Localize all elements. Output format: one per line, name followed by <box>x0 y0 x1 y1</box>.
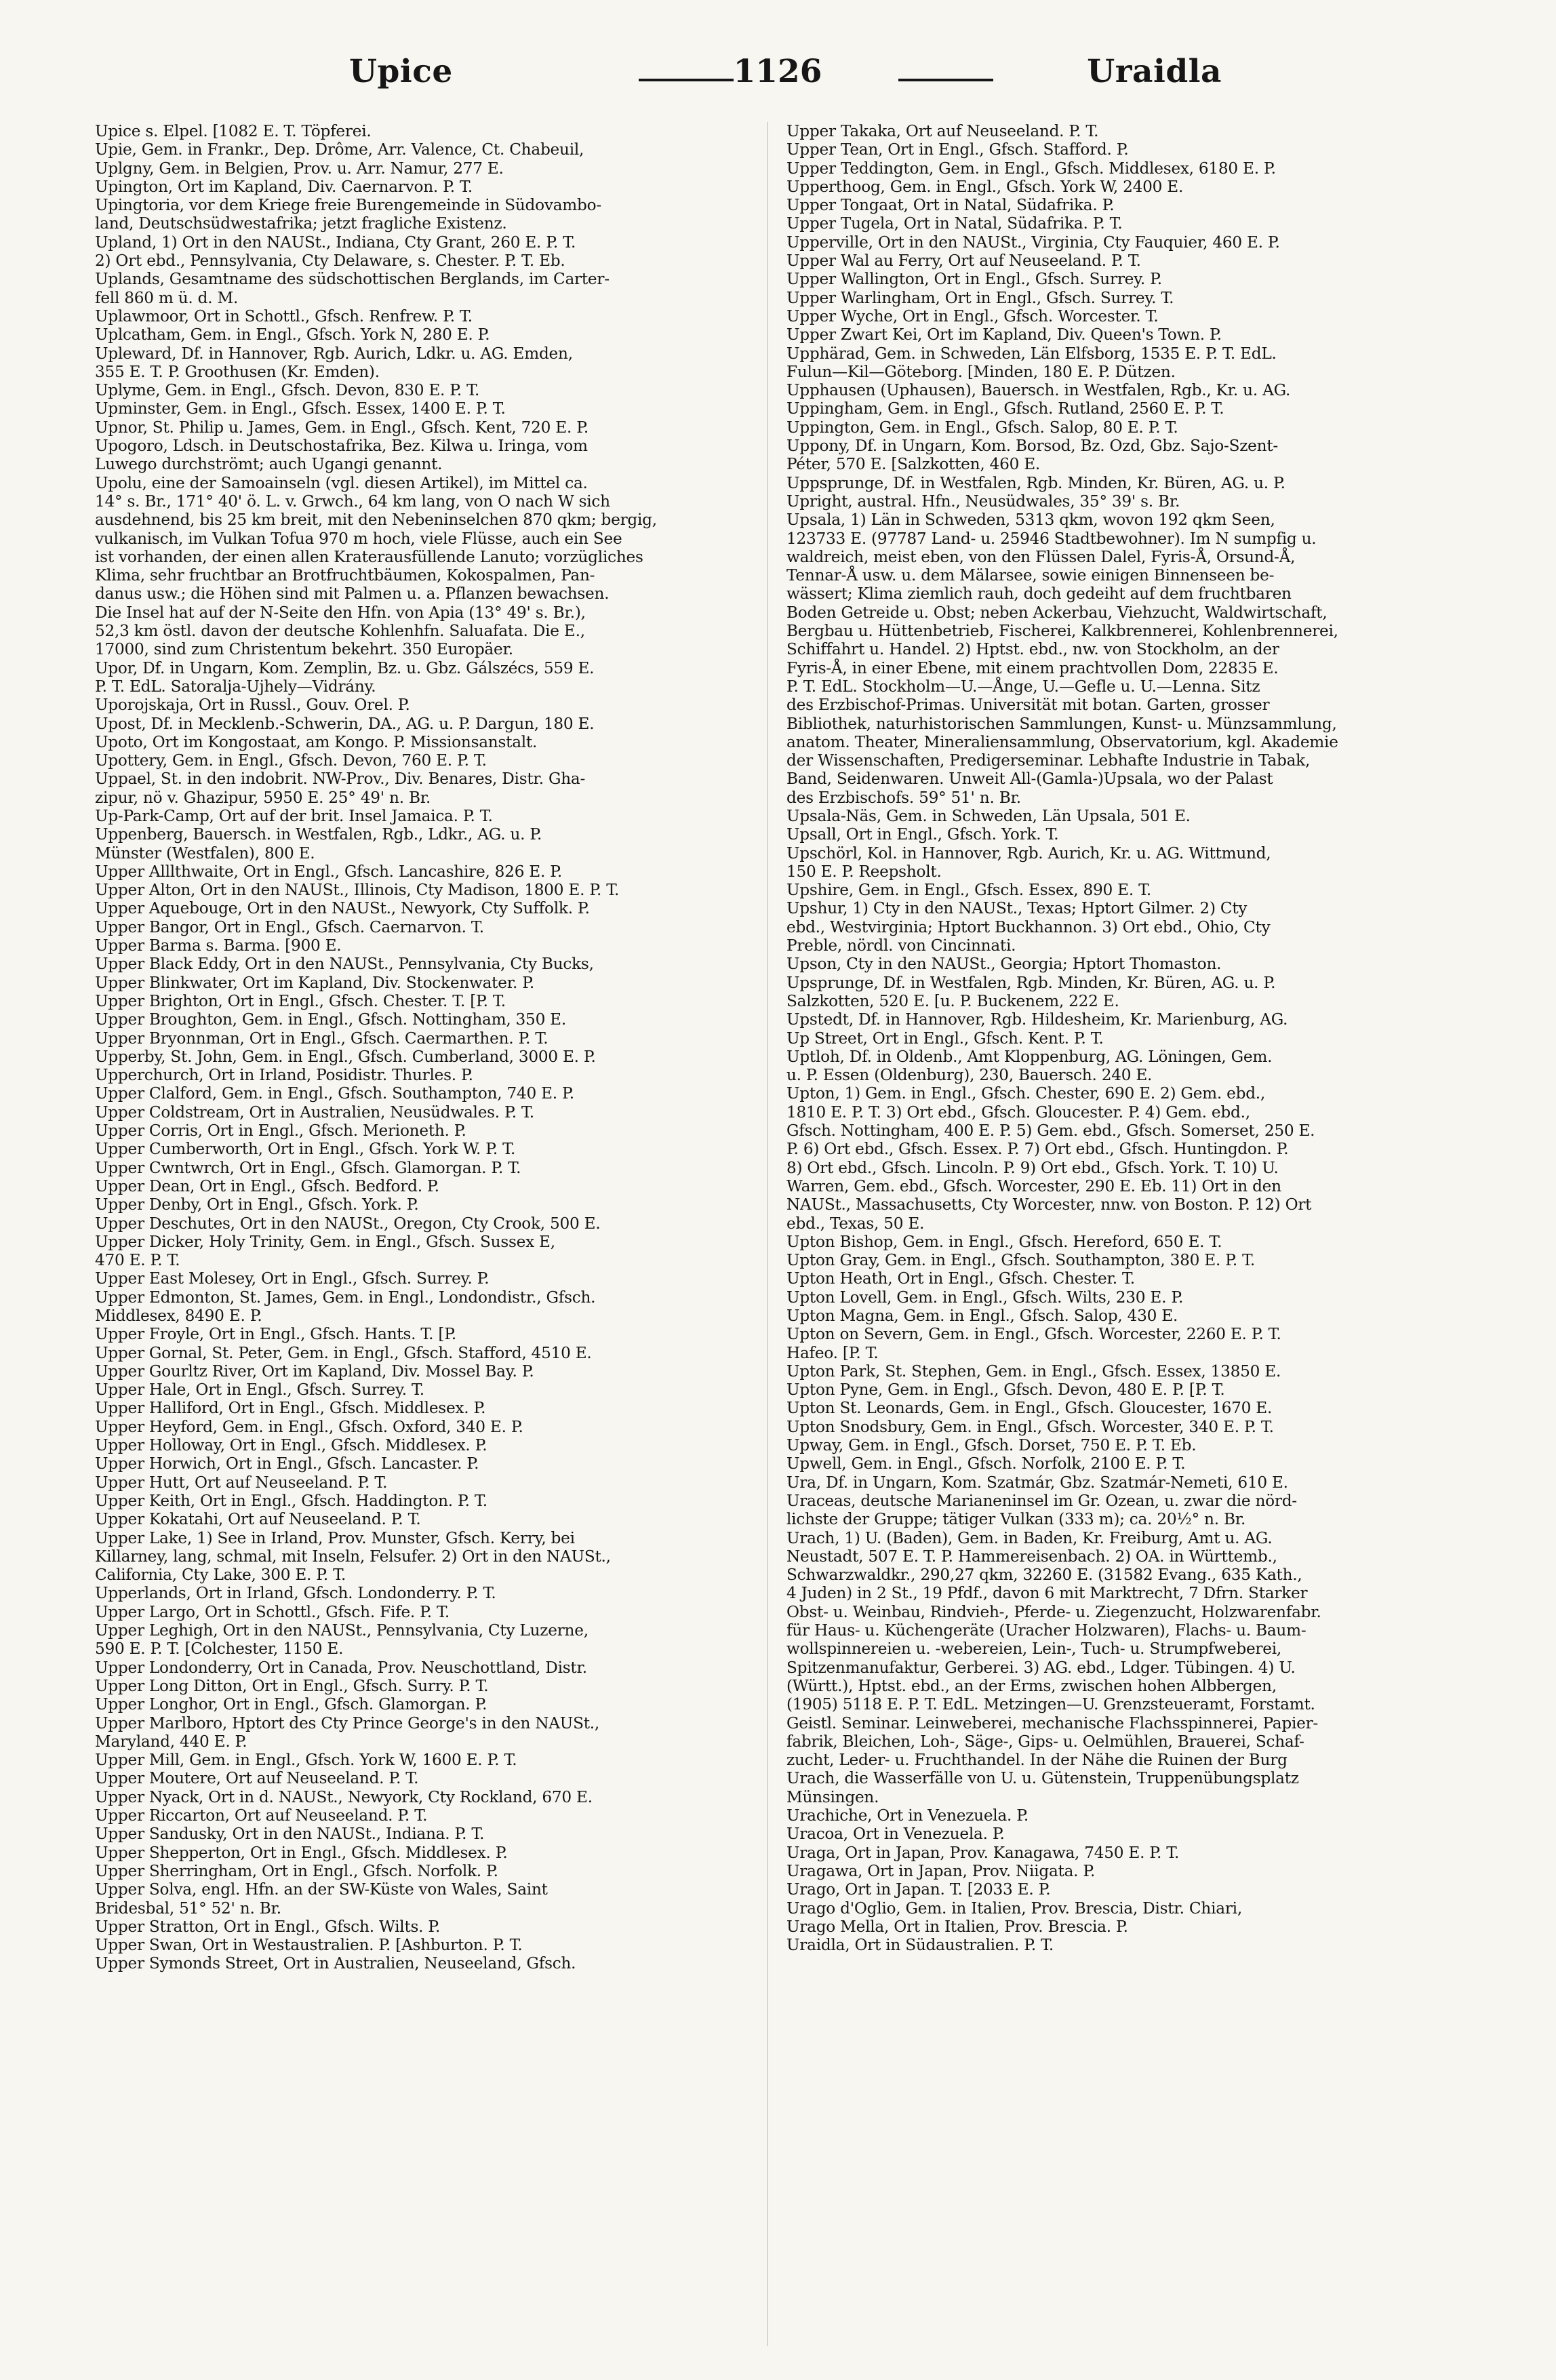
dictionary-entry-line: Upper Holloway, Ort in Engl., Gfsch. Middlesex. P. <box>95 1436 487 1455</box>
dictionary-entry-line: Upper Edmonton, St. James, Gem. in Engl., Londondistr., Gfsch. <box>95 1288 596 1307</box>
dictionary-entry-line: Upsall, Ort in Engl., Gfsch. York. T. <box>786 825 1059 844</box>
entry-continuation-line: 8) Ort ebd., Gfsch. Lincoln. P. 9) Ort ebd., Gfsch. York. T. 10) U. <box>786 1158 1279 1177</box>
dictionary-entry-line: Upper Longhor, Ort in Engl., Gfsch. Glamorgan. P. <box>95 1695 487 1714</box>
dictionary-entry-line: Upper Solva, engl. Hfn. an der SW-Küste von Wales, Saint <box>95 1880 548 1899</box>
dictionary-entry-line: Ura, Df. in Ungarn, Kom. Szatmár, Gbz. Szatmár-Nemeti, 610 E. <box>786 1473 1288 1492</box>
dictionary-entry-line: Uracoa, Ort in Venezuela. P. <box>786 1825 1005 1844</box>
dictionary-entry-line: Upper Shepperton, Ort in Engl., Gfsch. Middlesex. P. <box>95 1843 508 1862</box>
entry-continuation-line: Bridesbal, 51° 52' n. Br. <box>95 1899 281 1918</box>
entry-continuation-line: (1905) 5118 E. P. T. EdL. Metzingen—U. Grenzsteueramt, Forstamt. <box>786 1695 1315 1714</box>
dictionary-entry-line: Upright, austral. Hfn., Neusüdwales, 35° 39' s. Br. <box>786 492 1180 511</box>
entry-continuation-line: Salzkotten, 520 E. [u. P. Buckenem, 222 E. <box>786 991 1119 1010</box>
dictionary-entry-line: Upper Riccarton, Ort auf Neuseeland. P. T. <box>95 1806 428 1825</box>
dictionary-entry-line: Upwell, Gem. in Engl., Gfsch. Norfolk, 2100 E. P. T. <box>786 1454 1186 1473</box>
dictionary-entry-line: Uptloh, Df. in Oldenb., Amt Kloppenburg, AG. Löningen, Gem. <box>786 1047 1273 1066</box>
entry-continuation-line: Fyris-Å, in einer Ebene, mit einem prachtvollen Dom, 22835 E. <box>786 658 1279 677</box>
dictionary-entry-line: Uppony, Df. in Ungarn, Kom. Borsod, Bz. Ozd, Gbz. Sajo-Szent- <box>786 437 1278 456</box>
page-header <box>81 53 1475 107</box>
entry-continuation-line: Tennar-Å usw. u. dem Mälarsee, sowie einigen Binnenseen be- <box>786 566 1275 585</box>
dictionary-entry-line: Upor, Df. in Ungarn, Kom. Zemplin, Bz. u. Gbz. Gálszécs, 559 E. <box>95 658 595 677</box>
dictionary-entry-line: Urachiche, Ort in Venezuela. P. <box>786 1806 1029 1825</box>
dictionary-entry-line: Upper Keith, Ort in Engl., Gfsch. Haddington. P. T. <box>95 1491 487 1510</box>
dictionary-entry-line: Upper Horwich, Ort in Engl., Gfsch. Lancaster. P. <box>95 1454 479 1473</box>
dictionary-entry-line: Upper Tugela, Ort in Natal, Südafrika. P. T. <box>786 214 1123 233</box>
dictionary-entry-line: Upton Gray, Gem. in Engl., Gfsch. Southampton, 380 E. P. T. <box>786 1251 1256 1270</box>
dictionary-entry-line: Upton Magna, Gem. in Engl., Gfsch. Salop, 430 E. <box>786 1307 1178 1325</box>
entry-continuation-line: ebd., Texas, 50 E. <box>786 1214 925 1233</box>
dictionary-entry-line: Upington, Ort im Kapland, Div. Caernarvon. P. T. <box>95 177 473 196</box>
entry-continuation-line: land, Deutschsüdwestafrika; jetzt fragliche Existenz. <box>95 214 507 233</box>
right-headword: Uraidla <box>1087 53 1222 90</box>
dictionary-entry-line: Upper Tean, Ort in Engl., Gfsch. Stafford. P. <box>786 140 1129 159</box>
dictionary-entry-line: Upsala, 1) Län in Schweden, 5313 qkm, wovon 192 qkm Seen, <box>786 511 1275 530</box>
dictionary-entry-line: Upper Long Ditton, Ort in Engl., Gfsch. Surry. P. T. <box>95 1676 489 1695</box>
entry-continuation-line: Preble, nördl. von Cincinnati. <box>786 936 1016 955</box>
dictionary-entry-line: Upper Denby, Ort in Engl., Gfsch. York. P. <box>95 1195 419 1214</box>
dictionary-entry-line: Upper Gornal, St. Peter, Gem. in Engl., Gfsch. Stafford, 4510 E. <box>95 1343 592 1362</box>
dictionary-entry-line: Upper Coldstream, Ort in Australien, Neusüdwales. P. T. <box>95 1103 534 1122</box>
entry-continuation-line: 123733 E. (97787 Land- u. 25946 Stadtbewohner). Im N sumpfig u. <box>786 529 1317 548</box>
entry-continuation-line: Bibliothek, naturhistorischen Sammlungen, Kunst- u. Münzsammlung, <box>786 714 1337 733</box>
dictionary-entry-line: Upper Aquebouge, Ort in den NAUSt., Newyork, Cty Suffolk. P. <box>95 899 590 918</box>
entry-continuation-line: Band, Seidenwaren. Unweit All-(Gamla-)Upsala, wo der Palast <box>786 770 1273 789</box>
entry-continuation-line: Bergbau u. Hüttenbetrieb, Fischerei, Kalkbrennerei, Kohlenbrennerei, <box>786 622 1338 641</box>
dictionary-entry-line: Uppington, Gem. in Engl., Gfsch. Salop, 80 E. P. T. <box>786 418 1178 437</box>
entry-continuation-line: vulkanisch, im Vulkan Tofua 970 m hoch, viele Flüsse, auch ein See <box>95 529 622 548</box>
dictionary-entry-line: Upper Swan, Ort in Westaustralien. P. [Ashburton. P. T. <box>95 1936 523 1955</box>
dictionary-entry-line: Upperville, Ort in den NAUSt., Virginia, Cty Fauquier, 460 E. P. <box>786 233 1280 252</box>
dictionary-entry-line: Upper Halliford, Ort in Engl., Gfsch. Middlesex. P. <box>95 1399 486 1418</box>
dictionary-entry-line: Upnor, St. Philip u. James, Gem. in Engl., Gfsch. Kent, 720 E. P. <box>95 418 589 437</box>
entry-continuation-line: zucht, Leder- u. Fruchthandel. In der Nähe die Ruinen der Burg <box>786 1751 1288 1770</box>
entry-continuation-line: Warren, Gem. ebd., Gfsch. Worcester, 290 E. Eb. 11) Ort in den <box>786 1176 1281 1195</box>
dictionary-entry-line: Upper East Molesey, Ort in Engl., Gfsch. Surrey. P. <box>95 1269 490 1288</box>
dictionary-entry-line: Upper Tongaat, Ort in Natal, Südafrika. P. <box>786 196 1115 215</box>
entry-continuation-line: danus usw.; die Höhen sind mit Palmen u. a. Pflanzen bewachsen. <box>95 584 610 603</box>
dictionary-entry-line: Uppingham, Gem. in Engl., Gfsch. Rutland, 2560 E. P. T. <box>786 399 1224 418</box>
dictionary-entry-line: Upper Zwart Kei, Ort im Kapland, Div. Queen's Town. P. <box>786 325 1222 344</box>
dictionary-entry-line: Upton Bishop, Gem. in Engl., Gfsch. Hereford, 650 E. T. <box>786 1232 1222 1251</box>
entry-continuation-line: wollspinnereien u. -webereien, Lein-, Tuch- u. Strumpfweberei, <box>786 1640 1282 1659</box>
dictionary-entry-line: Upper Nyack, Ort in d. NAUSt., Newyork, Cty Rockland, 670 E. <box>95 1787 593 1806</box>
entry-continuation-line: Münsingen. <box>786 1787 879 1806</box>
dictionary-entry-line: Upson, Cty in den NAUSt., Georgia; Hptort Thomaston. <box>786 955 1222 974</box>
entry-continuation-line: 355 E. T. P. Groothusen (Kr. Emden). <box>95 362 380 381</box>
dictionary-entry-line: Upper Cwntwrch, Ort in Engl., Gfsch. Glamorgan. P. T. <box>95 1158 521 1177</box>
entry-continuation-line: der Wissenschaften, Predigerseminar. Lebhafte Industrie in Tabak, <box>786 751 1311 770</box>
dictionary-entry-line: Upper Cumberworth, Ort in Engl., Gfsch. York W. P. T. <box>95 1140 516 1159</box>
entry-continuation-line: 470 E. P. T. <box>95 1251 180 1270</box>
dictionary-entry-line: Uplawmoor, Ort in Schottl., Gfsch. Renfrew. P. T. <box>95 306 473 325</box>
entry-continuation-line: Obst- u. Weinbau, Rindvieh-, Pferde- u. Ziegenzucht, Holzwarenfabr. <box>786 1602 1321 1621</box>
dictionary-entry-line: Uppenberg, Bauersch. in Westfalen, Rgb., Ldkr., AG. u. P. <box>95 825 542 844</box>
dictionary-entry-line: Upie, Gem. in Frankr., Dep. Drôme, Arr. Valence, Ct. Chabeuil, <box>95 140 584 159</box>
entry-continuation-line: NAUSt., Massachusetts, Cty Worcester, nnw. von Boston. P. 12) Ort <box>786 1195 1312 1214</box>
dictionary-entry-line: Up Street, Ort in Engl., Gfsch. Kent. P. T. <box>786 1029 1104 1048</box>
entry-continuation-line: des Erzbischof-Primas. Universität mit botan. Garten, grosser <box>786 696 1270 715</box>
dictionary-entry-line: Uplands, Gesamtname des südschottischen Berglands, im Carter- <box>95 270 610 289</box>
dictionary-entry-line: Upper Leghigh, Ort in den NAUSt., Pennsylvania, Cty Luzerne, <box>95 1621 589 1640</box>
dictionary-entry-line: Upper Clalford, Gem. in Engl., Gfsch. Southampton, 740 E. P. <box>95 1084 574 1103</box>
dictionary-entry-line: Upoto, Ort im Kongostaat, am Kongo. P. Missionsanstalt. <box>95 732 538 751</box>
entry-continuation-line: waldreich, meist eben, von den Flüssen Dalel, Fyris-Å, Orsund-Å, <box>786 547 1296 566</box>
entry-continuation-line: Schiffahrt u. Handel. 2) Hptst. ebd., nw. von Stockholm, an der <box>786 640 1279 659</box>
entry-continuation-line: Die Insel hat auf der N-Seite den Hfn. von Apia (13° 49' s. Br.), <box>95 603 586 622</box>
dictionary-entry-line: Upperchurch, Ort in Irland, Posidistr. Thurles. P. <box>95 1066 473 1085</box>
dictionary-entry-line: Upper Deschutes, Ort in den NAUSt., Oregon, Cty Crook, 500 E. <box>95 1214 601 1233</box>
column-rule <box>767 122 768 2346</box>
entry-continuation-line: ebd., Westvirginia; Hptort Buckhannon. 3) Ort ebd., Ohio, Cty <box>786 917 1271 936</box>
dictionary-entry-line: Upper Kokatahi, Ort auf Neuseeland. P. T. <box>95 1510 421 1529</box>
dictionary-entry-line: Upottery, Gem. in Engl., Gfsch. Devon, 760 E. P. T. <box>95 751 487 770</box>
dictionary-entry-line: Uragawa, Ort in Japan, Prov. Niigata. P. <box>786 1861 1096 1880</box>
dictionary-entry-line: Upperby, St. John, Gem. in Engl., Gfsch. Cumberland, 3000 E. P. <box>95 1047 596 1066</box>
entry-continuation-line: Urach, die Wasserfälle von U. u. Gütenstein, Truppenübungsplatz <box>786 1769 1299 1788</box>
dictionary-entry-line: Upstedt, Df. in Hannover, Rgb. Hildesheim, Kr. Marienburg, AG. <box>786 1010 1288 1029</box>
dictionary-entry-line: Upphärad, Gem. in Schweden, Län Elfsborg, 1535 E. P. T. EdL. <box>786 344 1277 363</box>
dictionary-entry-line: Upper Hutt, Ort auf Neuseeland. P. T. <box>95 1473 388 1492</box>
dictionary-entry-line: Upshur, 1) Cty in den NAUSt., Texas; Hptort Gilmer. 2) Cty <box>786 899 1248 918</box>
dictionary-entry-line: Upton Snodsbury, Gem. in Engl., Gfsch. Worcester, 340 E. P. T. <box>786 1417 1274 1436</box>
entry-continuation-line: Neustadt, 507 E. T. P. Hammereisenbach. 2) OA. in Württemb., <box>786 1547 1277 1566</box>
dictionary-entry-line: Upper Black Eddy, Ort in den NAUSt., Pennsylvania, Cty Bucks, <box>95 955 594 974</box>
dictionary-entry-line: Urago, Ort in Japan. T. [2033 E. P. <box>786 1880 1051 1899</box>
dictionary-entry-line: Upper Marlboro, Hptort des Cty Prince George's in den NAUSt., <box>95 1713 600 1732</box>
entry-continuation-line: 590 E. P. T. [Colchester, 1150 E. <box>95 1640 344 1659</box>
entry-continuation-line: Péter, 570 E. [Salzkotten, 460 E. <box>786 455 1041 474</box>
entry-continuation-line: 14° s. Br., 171° 40' ö. L. v. Grwch., 64 km lang, von O nach W sich <box>95 492 610 511</box>
dictionary-entry-line: Upper Takaka, Ort auf Neuseeland. P. T. <box>786 122 1099 140</box>
entry-continuation-line: Maryland, 440 E. P. <box>95 1732 247 1751</box>
dictionary-entry-line: Upper Gourltz River, Ort im Kapland, Div. Mossel Bay. P. <box>95 1362 534 1381</box>
dictionary-entry-line: Up-Park-Camp, Ort auf der brit. Insel Jamaica. P. T. <box>95 806 493 825</box>
dictionary-entry-line: Upper Warlingham, Ort in Engl., Gfsch. Surrey. T. <box>786 288 1174 307</box>
dictionary-entry-line: Upway, Gem. in Engl., Gfsch. Dorset, 750 E. P. T. Eb. <box>786 1436 1197 1455</box>
dictionary-entry-line: Upton St. Leonards, Gem. in Engl., Gfsch. Gloucester, 1670 E. <box>786 1399 1273 1418</box>
entry-continuation-line: Boden Getreide u. Obst; neben Ackerbau, Viehzucht, Waldwirtschaft, <box>786 603 1328 622</box>
entry-continuation-line: Middlesex, 8490 E. P. <box>95 1307 262 1325</box>
entry-continuation-line: 4 Juden) in 2 St., 19 Pfdf., davon 6 mit Marktrecht, 7 Dfrn. Starker <box>786 1584 1308 1603</box>
entry-continuation-line: 52,3 km östl. davon der deutsche Kohlenhfn. Saluafata. Die E., <box>95 622 585 641</box>
dictionary-entry-line: Upper Dicker, Holy Trinity, Gem. in Engl., Gfsch. Sussex E, <box>95 1232 555 1251</box>
entry-continuation-line: wässert; Klima ziemlich rauh, doch gedeiht auf dem fruchtbaren <box>786 584 1292 603</box>
dictionary-entry-line: Uraidla, Ort in Südaustralien. P. T. <box>786 1936 1054 1955</box>
entry-continuation-line: ausdehnend, bis 25 km breit, mit den Nebeninselchen 870 qkm; bergig, <box>95 511 657 530</box>
entry-continuation-line: Klima, sehr fruchtbar an Brotfruchtbäumen, Kokospalmen, Pan- <box>95 566 595 585</box>
dictionary-entry-line: Upper Teddington, Gem. in Engl., Gfsch. Middlesex, 6180 E. P. <box>786 159 1276 178</box>
header-dash-right <box>898 79 993 81</box>
dictionary-entry-line: Upper Wal au Ferry, Ort auf Neuseeland. P. T. <box>786 252 1141 271</box>
entry-continuation-line: des Erzbischofs. 59° 51' n. Br. <box>786 788 1021 807</box>
entry-continuation-line: 1810 E. P. T. 3) Ort ebd., Gfsch. Gloucester. P. 4) Gem. ebd., <box>786 1103 1250 1122</box>
dictionary-entry-line: Upton, 1) Gem. in Engl., Gfsch. Chester, 690 E. 2) Gem. ebd., <box>786 1084 1266 1103</box>
dictionary-entry-line: Upolu, eine der Samoainseln (vgl. diesen Artikel), im Mittel ca. <box>95 473 588 492</box>
dictionary-entry-line: Upsala-Näs, Gem. in Schweden, Län Upsala, 501 E. <box>786 806 1191 825</box>
dictionary-entry-line: Uraga, Ort in Japan, Prov. Kanagawa, 7450 E. P. T. <box>786 1843 1180 1862</box>
entry-continuation-line: Killarney, lang, schmal, mit Inseln, Felsufer. 2) Ort in den NAUSt., <box>95 1547 611 1566</box>
entry-continuation-line: P. 6) Ort ebd., Gfsch. Essex. P. 7) Ort ebd., Gfsch. Huntingdon. P. <box>786 1140 1289 1159</box>
left-column <box>95 122 753 2346</box>
dictionary-entry-line: Upper Stratton, Ort in Engl., Gfsch. Wilts. P. <box>95 1917 441 1936</box>
page-number: 1126 <box>733 53 822 90</box>
entry-continuation-line: Hafeo. [P. T. <box>786 1343 879 1362</box>
dictionary-entry-line: Upton Pyne, Gem. in Engl., Gfsch. Devon, 480 E. P. [P. T. <box>786 1381 1225 1400</box>
dictionary-entry-line: Upleward, Df. in Hannover, Rgb. Aurich, Ldkr. u. AG. Emden, <box>95 344 573 363</box>
entry-continuation-line: 17000, sind zum Christentum bekehrt. 350 Europäer. <box>95 640 513 659</box>
entry-continuation-line: u. P. Essen (Oldenburg), 230, Bauersch. 240 E. <box>786 1066 1153 1085</box>
entry-continuation-line: Schwarzwaldkr., 290,27 qkm, 32260 E. (31582 Evang., 635 Kath., <box>786 1566 1302 1585</box>
entry-continuation-line: Gfsch. Nottingham, 400 E. P. 5) Gem. ebd., Gfsch. Somerset, 250 E. <box>786 1122 1315 1141</box>
dictionary-entry-line: Upper Corris, Ort in Engl., Gfsch. Merioneth. P. <box>95 1122 466 1141</box>
dictionary-entry-line: Upper Lake, 1) See in Irland, Prov. Munster, Gfsch. Kerry, bei <box>95 1528 575 1547</box>
dictionary-entry-line: Urach, 1) U. (Baden), Gem. in Baden, Kr. Freiburg, Amt u. AG. <box>786 1528 1273 1547</box>
dictionary-entry-line: Uppael, St. in den indobrit. NW-Prov., Div. Benares, Distr. Gha- <box>95 770 586 789</box>
dictionary-entry-line: Upper Alton, Ort in den NAUSt., Illinois, Cty Madison, 1800 E. P. T. <box>95 881 620 900</box>
entry-continuation-line: ist vorhanden, der einen allen Kraterausfüllende Lanuto; vorzügliches <box>95 547 643 566</box>
entry-continuation-line: anatom. Theater, Mineraliensammlung, Observatorium, kgl. Akademie <box>786 732 1338 751</box>
entry-continuation-line: California, Cty Lake, 300 E. P. T. <box>95 1566 346 1585</box>
entry-continuation-line: Luwego durchströmt; auch Ugangi genannt. <box>95 455 443 474</box>
dictionary-entry-line: Upper Largo, Ort in Schottl., Gfsch. Fife. P. T. <box>95 1602 450 1621</box>
dictionary-entry-line: Upland, 1) Ort in den NAUSt., Indiana, Cty Grant, 260 E. P. T. <box>95 233 576 252</box>
dictionary-entry-line: Upper Heyford, Gem. in Engl., Gfsch. Oxford, 340 E. P. <box>95 1417 523 1436</box>
dictionary-entry-line: Upper Sandusky, Ort in den NAUSt., Indiana. P. T. <box>95 1825 485 1844</box>
entry-continuation-line: (Württ.), Hptst. ebd., an der Erms, zwischen hohen Albbergen, <box>786 1676 1277 1695</box>
dictionary-entry-line: Upper Moutere, Ort auf Neuseeland. P. T. <box>95 1769 419 1788</box>
dictionary-entry-line: Upper Bangor, Ort in Engl., Gfsch. Caernarvon. T. <box>95 917 484 936</box>
dictionary-entry-line: Upper Broughton, Gem. in Engl., Gfsch. Nottingham, 350 E. <box>95 1010 566 1029</box>
dictionary-entry-line: Upschörl, Kol. in Hannover, Rgb. Aurich, Kr. u. AG. Wittmund, <box>786 844 1271 862</box>
dictionary-entry-line: Upper Mill, Gem. in Engl., Gfsch. York W, 1600 E. P. T. <box>95 1751 517 1770</box>
entry-continuation-line: Münster (Westfalen), 800 E. <box>95 844 315 862</box>
dictionary-entry-line: Upper Alllthwaite, Ort in Engl., Gfsch. Lancashire, 826 E. P. <box>95 862 562 881</box>
dictionary-entry-line: Upper Bryonnman, Ort in Engl., Gfsch. Caermarthen. P. T. <box>95 1029 548 1048</box>
dictionary-entry-line: Uplcatham, Gem. in Engl., Gfsch. York N, 280 E. P. <box>95 325 490 344</box>
dictionary-entry-line: Uplgny, Gem. in Belgien, Prov. u. Arr. Namur, 277 E. <box>95 159 504 178</box>
dictionary-entry-line: Upper Blinkwater, Ort im Kapland, Div. Stockenwater. P. <box>95 973 535 992</box>
dictionary-entry-line: Upphausen (Uphausen), Bauersch. in Westfalen, Rgb., Kr. u. AG. <box>786 381 1291 400</box>
dictionary-entry-line: Upton Park, St. Stephen, Gem. in Engl., Gfsch. Essex, 13850 E. <box>786 1362 1281 1381</box>
dictionary-entry-line: Upper Wallington, Ort in Engl., Gfsch. Surrey. P. <box>786 270 1162 289</box>
dictionary-entry-line: Upshire, Gem. in Engl., Gfsch. Essex, 890 E. T. <box>786 881 1152 900</box>
dictionary-entry-line: Upton Lovell, Gem. in Engl., Gfsch. Wilts, 230 E. P. <box>786 1288 1184 1307</box>
entry-continuation-line: fell 860 m ü. d. M. <box>95 288 239 307</box>
dictionary-entry-line: Urago Mella, Ort in Italien, Prov. Brescia. P. <box>786 1917 1128 1936</box>
dictionary-entry-line: Upper Wyche, Ort in Engl., Gfsch. Worcester. T. <box>786 306 1159 325</box>
dictionary-entry-line: Uppsprunge, Df. in Westfalen, Rgb. Minden, Kr. Büren, AG. u. P. <box>786 473 1285 492</box>
dictionary-entry-line: Upice s. Elpel. [1082 E. T. Töpferei. <box>95 122 372 140</box>
dictionary-entry-line: Upper Londonderry, Ort in Canada, Prov. Neuschottland, Distr. <box>95 1658 587 1677</box>
entry-continuation-line: lichste der Gruppe; tätiger Vulkan (333 m); ca. 20½° n. Br. <box>786 1510 1246 1529</box>
dictionary-entry-line: Upperlands, Ort in Irland, Gfsch. Londonderry. P. T. <box>95 1584 496 1603</box>
entry-continuation-line: P. T. EdL. Satoralja-Ujhely—Vidrány. <box>95 677 376 696</box>
dictionary-entry-line: Upperthoog, Gem. in Engl., Gfsch. York W, 2400 E. <box>786 177 1184 196</box>
dictionary-entry-line: Upton on Severn, Gem. in Engl., Gfsch. Worcester, 2260 E. P. T. <box>786 1325 1281 1344</box>
dictionary-entry-line: Uplyme, Gem. in Engl., Gfsch. Devon, 830 E. P. T. <box>95 381 480 400</box>
dictionary-entry-line: Upper Symonds Street, Ort in Australien, Neuseeland, Gfsch. <box>95 1954 576 1973</box>
right-column <box>786 122 1464 2346</box>
dictionary-entry-line: Upingtoria, vor dem Kriege freie Burengemeinde in Südovambo- <box>95 196 601 215</box>
entry-continuation-line: für Haus- u. Küchengeräte (Uracher Holzwaren), Flachs- u. Baum- <box>786 1621 1306 1640</box>
entry-continuation-line: 150 E. P. Reepsholt. <box>786 862 942 881</box>
entry-continuation-line: Spitzenmanufaktur, Gerberei. 3) AG. ebd., Ldger. Tübingen. 4) U. <box>786 1658 1296 1677</box>
entry-continuation-line: P. T. EdL. Stockholm—U.—Ånge, U.—Gefle u. U.—Lenna. Sitz <box>786 677 1260 696</box>
entry-continuation-line: 2) Ort ebd., Pennsylvania, Cty Delaware, s. Chester. P. T. Eb. <box>95 252 565 271</box>
dictionary-entry-line: Upsprunge, Df. in Westfalen, Rgb. Minden, Kr. Büren, AG. u. P. <box>786 973 1276 992</box>
entry-continuation-line: fabrik, Bleichen, Loh-, Säge-, Gips- u. Oelmühlen, Brauerei, Schaf- <box>786 1732 1304 1751</box>
dictionary-entry-line: Upogoro, Ldsch. in Deutschostafrika, Bez. Kilwa u. Iringa, vom <box>95 437 588 456</box>
dictionary-entry-line: Upper Brighton, Ort in Engl., Gfsch. Chester. T. [P. T. <box>95 991 506 1010</box>
entry-continuation-line: zipur, nö v. Ghazipur, 5950 E. 25° 49' n. Br. <box>95 788 431 807</box>
dictionary-entry-line: Upper Barma s. Barma. [900 E. <box>95 936 342 955</box>
dictionary-entry-line: Upminster, Gem. in Engl., Gfsch. Essex, 1400 E. P. T. <box>95 399 506 418</box>
dictionary-entry-line: Uraceas, deutsche Marianeninsel im Gr. Ozean, u. zwar die nörd- <box>786 1491 1297 1510</box>
dictionary-entry-line: Urago d'Oglio, Gem. in Italien, Prov. Brescia, Distr. Chiari, <box>786 1899 1242 1918</box>
dictionary-entry-line: Uporojskaja, Ort in Russl., Gouv. Orel. P. <box>95 696 410 715</box>
entry-continuation-line: Geistl. Seminar. Leinweberei, mechanische Flachsspinnerei, Papier- <box>786 1713 1319 1732</box>
dictionary-entry-line: Upper Dean, Ort in Engl., Gfsch. Bedford. P. <box>95 1176 439 1195</box>
entry-continuation-line: Fulun—Kil—Göteborg. [Minden, 180 E. P. Dützen. <box>786 362 1176 381</box>
dictionary-entry-line: Upton Heath, Ort in Engl., Gfsch. Chester. T. <box>786 1269 1135 1288</box>
dictionary-entry-line: Upper Sherringham, Ort in Engl., Gfsch. Norfolk. P. <box>95 1861 498 1880</box>
dictionary-entry-line: Upost, Df. in Mecklenb.-Schwerin, DA., AG. u. P. Dargun, 180 E. <box>95 714 595 733</box>
dictionary-entry-line: Upper Hale, Ort in Engl., Gfsch. Surrey. T. <box>95 1381 424 1400</box>
dictionary-entry-line: Upper Froyle, Ort in Engl., Gfsch. Hants. T. [P. <box>95 1325 456 1344</box>
left-headword: Upice <box>349 53 453 90</box>
